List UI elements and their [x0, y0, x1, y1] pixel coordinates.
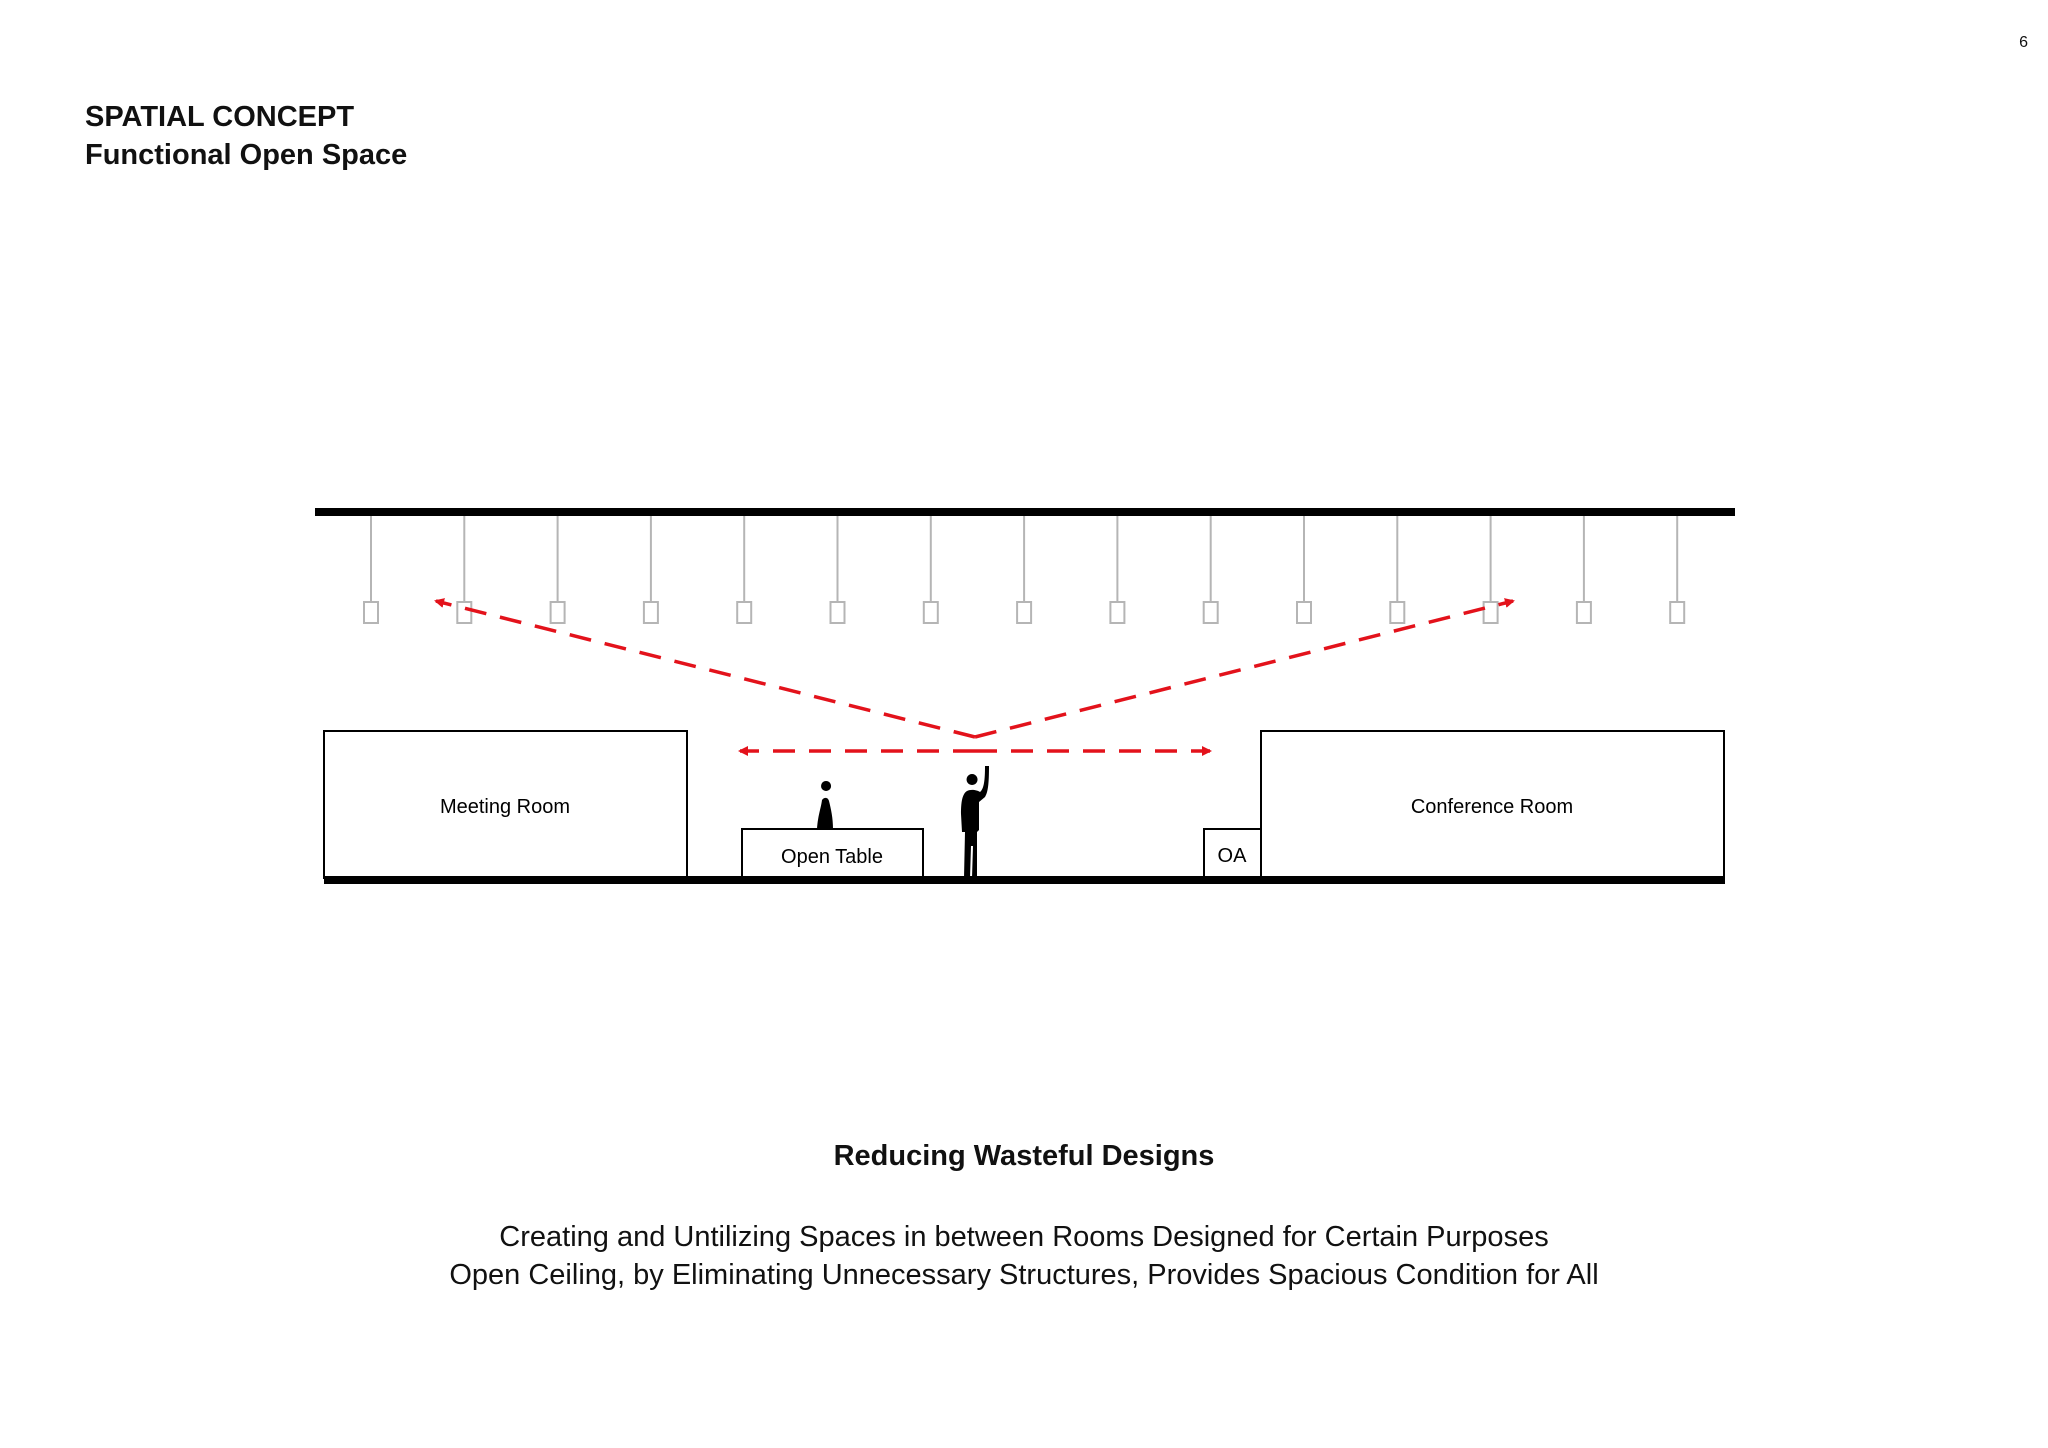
arrow-up-left	[436, 601, 975, 737]
pendant-light	[457, 516, 471, 623]
pendant-light	[1484, 516, 1498, 623]
pendant-lamp	[551, 602, 565, 623]
pendant-lamp	[737, 602, 751, 623]
pendant-light	[1297, 516, 1311, 623]
floor-slab	[324, 876, 1725, 884]
pendant-light	[1017, 516, 1031, 623]
pendant-light	[1204, 516, 1218, 623]
pendant-lamp	[1577, 602, 1591, 623]
arrow-up-right	[975, 601, 1513, 737]
pendant-lamp	[1670, 602, 1684, 623]
ceiling-slab	[315, 508, 1735, 516]
pendant-light	[737, 516, 751, 623]
caption-line-1: Creating and Untilizing Spaces in between Rooms Designed for Certain Purposes	[499, 1221, 1549, 1253]
caption-body	[0, 1218, 2048, 1294]
pendant-light	[1110, 516, 1124, 623]
standing-person-silhouette	[961, 766, 989, 878]
page-subtitle: Functional Open Space	[85, 139, 408, 171]
page-title: SPATIAL CONCEPT	[85, 101, 355, 133]
pendant-light	[1390, 516, 1404, 623]
pendant-light	[831, 516, 845, 623]
conference-room-label: Conference Room	[1410, 796, 1574, 818]
pendant-lamp	[924, 602, 938, 623]
pendant-light	[1577, 516, 1591, 623]
pendant-light	[364, 516, 378, 623]
pendant-lamp	[457, 602, 471, 623]
pendant-lamp	[1204, 602, 1218, 623]
pendant-lights	[364, 516, 1684, 623]
pendant-light	[551, 516, 565, 623]
pendant-lamp	[1484, 602, 1498, 623]
caption-title: Reducing Wasteful Designs	[833, 1140, 1215, 1172]
pendant-lamp	[1390, 602, 1404, 623]
pendant-light	[924, 516, 938, 623]
pendant-light	[644, 516, 658, 623]
oa-label: OA	[1217, 845, 1247, 867]
pendant-lamp	[644, 602, 658, 623]
seated-person-silhouette	[817, 781, 833, 829]
open-table-label: Open Table	[781, 846, 883, 868]
pendant-lamp	[831, 602, 845, 623]
page-number: 6	[2019, 34, 2028, 51]
sightline-arrows	[436, 601, 1513, 751]
caption-line-2: Open Ceiling, by Eliminating Unnecessary Structures, Provides Spacious Condition for All	[449, 1259, 1599, 1291]
meeting-room-label: Meeting Room	[439, 796, 571, 818]
pendant-lamp	[1110, 602, 1124, 623]
pendant-lamp	[1297, 602, 1311, 623]
pendant-lamp	[364, 602, 378, 623]
pendant-light	[1670, 516, 1684, 623]
pendant-lamp	[1017, 602, 1031, 623]
